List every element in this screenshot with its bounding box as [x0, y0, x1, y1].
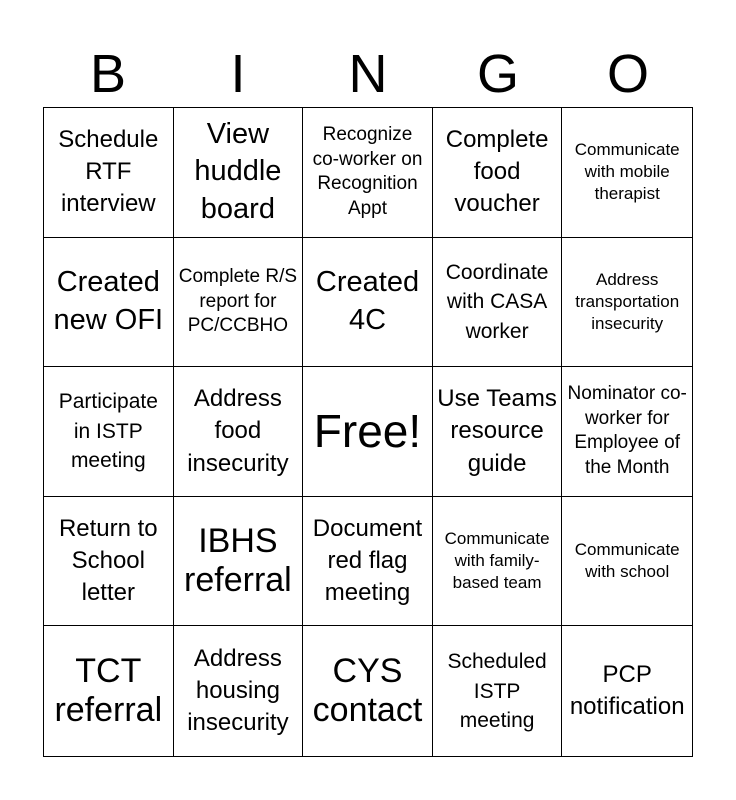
cell-label: Use Teams resource guide [437, 384, 557, 477]
header-letter-i: I [230, 44, 246, 104]
cell-label: Address food insecurity [187, 384, 289, 477]
cell-label: Recognize co-worker on Recognition Appt [312, 123, 423, 219]
bingo-cell[interactable] [174, 238, 304, 368]
cell-label: Communicate with mobile therapist [574, 140, 680, 204]
bingo-cell[interactable] [44, 367, 174, 497]
cell-label: Address housing insecurity [187, 644, 289, 737]
bingo-cell[interactable] [44, 497, 174, 627]
free-space-label: Free! [313, 405, 422, 458]
cell-label: Return to School letter [58, 514, 158, 607]
bingo-header [43, 40, 693, 108]
bingo-cell[interactable] [562, 108, 692, 238]
bingo-cell[interactable] [433, 626, 563, 756]
cell-label: Created 4C [315, 266, 420, 336]
bingo-cell[interactable] [174, 497, 304, 627]
bingo-cell[interactable] [44, 108, 174, 238]
bingo-cell[interactable] [174, 108, 304, 238]
bingo-cell[interactable] [303, 497, 433, 627]
bingo-cell[interactable] [562, 497, 692, 627]
bingo-cell[interactable] [433, 497, 563, 627]
bingo-cell[interactable] [562, 626, 692, 756]
free-space-cell[interactable] [303, 367, 433, 497]
bingo-cell[interactable] [303, 238, 433, 368]
bingo-cell[interactable] [433, 238, 563, 368]
cell-label: TCT referral [54, 652, 163, 730]
bingo-cell[interactable] [433, 367, 563, 497]
cell-label: View huddle board [194, 117, 282, 226]
bingo-cell[interactable] [303, 108, 433, 238]
cell-label: Participate in ISTP meeting [58, 390, 158, 473]
cell-label: Address transportation insecurity [575, 269, 680, 333]
bingo-cell[interactable] [44, 626, 174, 756]
bingo-board [43, 107, 693, 757]
cell-label: Schedule RTF interview [58, 125, 159, 218]
header-letter-g: G [476, 44, 519, 104]
bingo-cell[interactable] [44, 238, 174, 368]
cell-label: Communicate with school [574, 540, 680, 582]
cell-label: Complete food voucher [445, 125, 549, 218]
cell-label: Nominator co-worker for Employee of the Month [567, 383, 687, 479]
bingo-cell[interactable] [303, 626, 433, 756]
bingo-cell[interactable] [562, 367, 692, 497]
cell-label: IBHS referral [184, 522, 292, 600]
cell-label: Scheduled ISTP meeting [447, 650, 547, 732]
cell-label: Created new OFI [53, 266, 164, 336]
cell-label: Communicate with family-based team [444, 528, 550, 593]
bingo-cell[interactable] [433, 108, 563, 238]
header-letter-o: O [606, 44, 649, 104]
cell-label: Complete R/S report for PC/CCBHO [178, 265, 298, 337]
cell-label: CYS contact [312, 652, 423, 730]
bingo-cell[interactable] [174, 626, 304, 756]
cell-label: Coordinate with CASA worker [445, 260, 549, 343]
header-letter-b: B [89, 44, 127, 104]
cell-label: PCP notification [569, 660, 685, 721]
cell-label: Document red flag meeting [312, 514, 423, 607]
bingo-cell[interactable] [174, 367, 304, 497]
header-letter-n: N [348, 44, 388, 104]
bingo-cell[interactable] [562, 238, 692, 368]
